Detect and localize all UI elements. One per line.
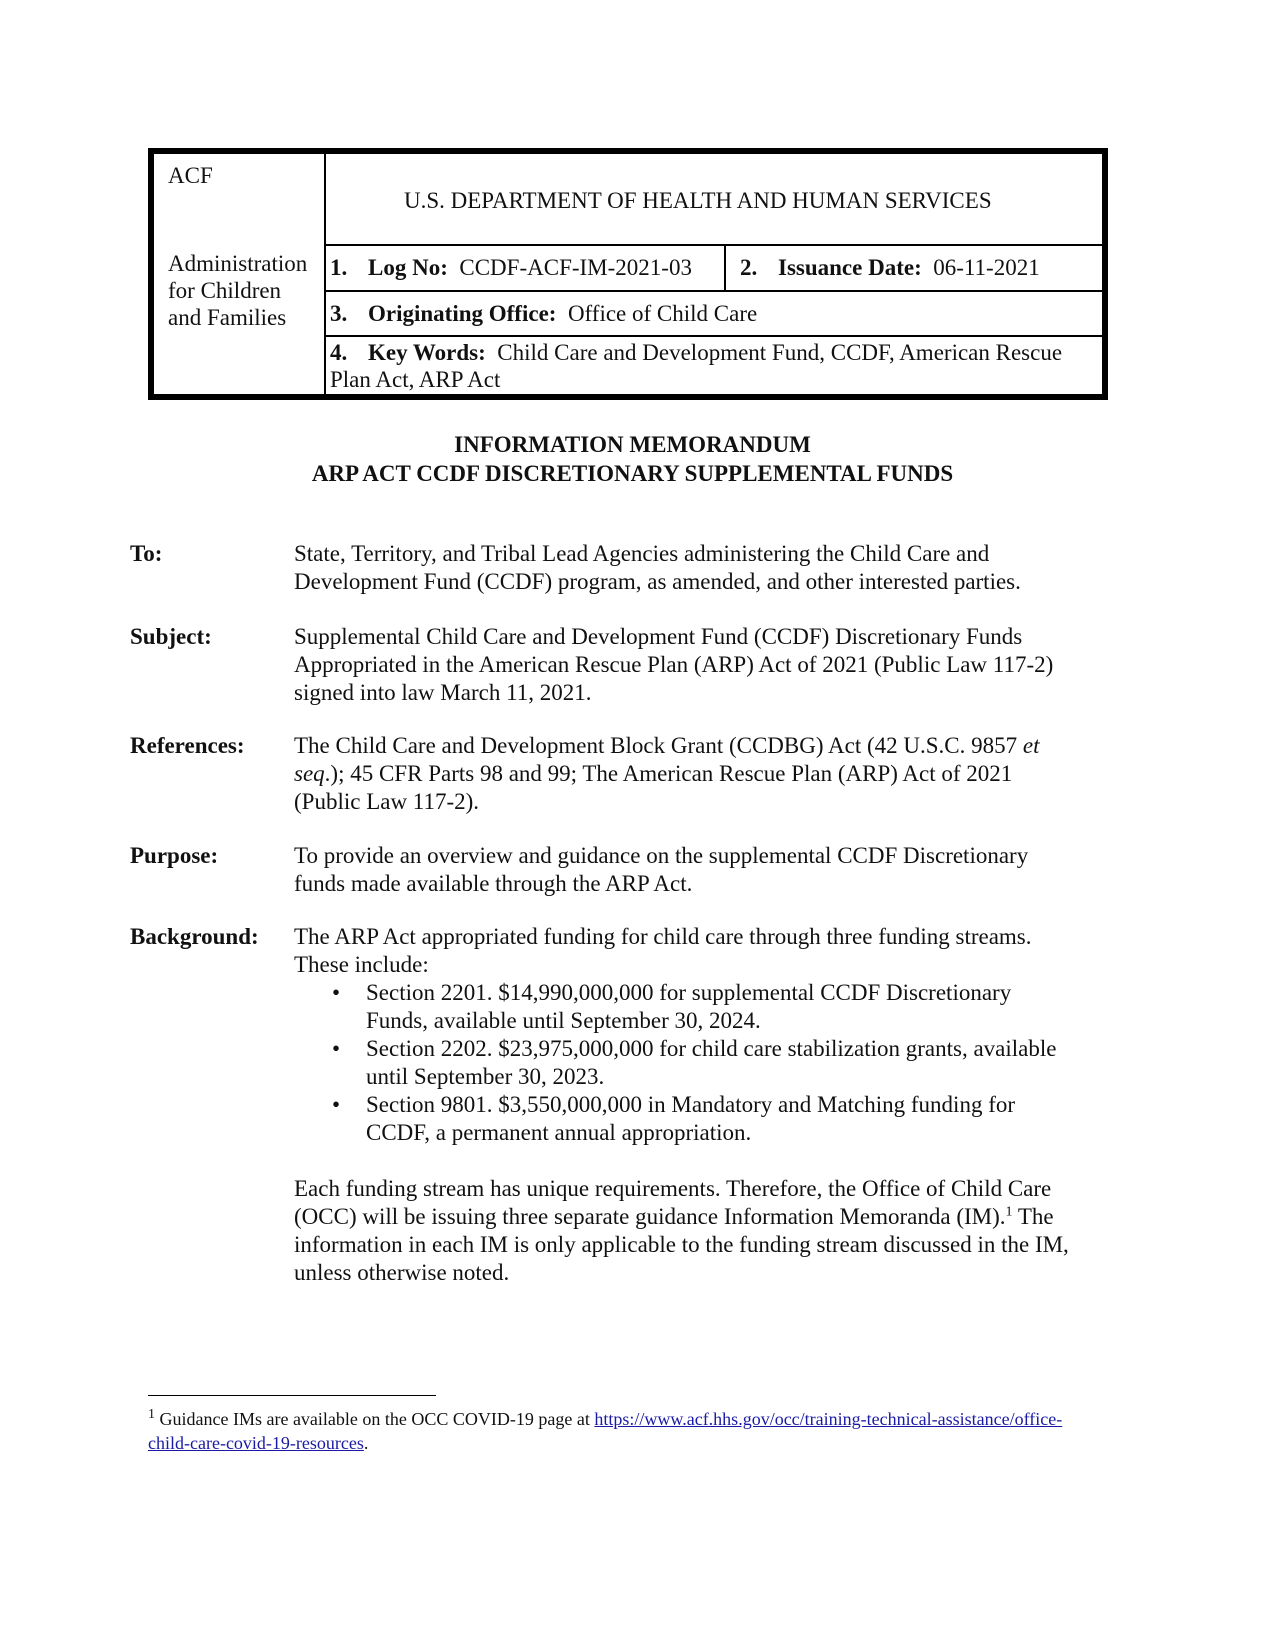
agency-abbr: ACF <box>168 163 213 188</box>
memo-title: INFORMATION MEMORANDUM <box>454 432 811 457</box>
memo-subtitle: ARP ACT CCDF DISCRETIONARY SUPPLEMENTAL FUNDS <box>311 461 954 486</box>
funding-stream-list <box>294 979 1074 1147</box>
log-label: Log No: <box>368 255 448 280</box>
department-row <box>326 154 1102 246</box>
background-label: Background: <box>130 924 259 949</box>
list-item: • Section 9801. $3,550,000,000 in Mandatory and Matching funding for CCDF, a permanent annual appropriation. <box>294 1091 1074 1147</box>
background-intro: The ARP Act appropriated funding for child care through three funding streams. These include: <box>294 924 1032 977</box>
agency-line: Administration <box>168 251 308 276</box>
originating-office-row <box>326 292 1102 337</box>
background-text <box>294 923 1074 1287</box>
issuance-date-cell <box>726 246 1102 290</box>
purpose-label: Purpose: <box>130 843 219 868</box>
footnote: $^1$ Guidance IMs are available on the OCC COVID-19 page at https://www.acf.hhs.gov/occ/training-technical-assistance/office-child-care-covid-19-resources. <box>148 1407 1063 1453</box>
log-number: 1. <box>330 255 348 280</box>
agency-line: and Families <box>168 305 287 330</box>
date-label: Issuance Date: <box>778 255 922 280</box>
office-label: Originating Office: <box>368 301 557 326</box>
covid-resources-link[interactable]: https://www.acf.hhs.gov/occ/training-technical-assistance/office-child-care-covid-19-resources <box>148 1409 1063 1453</box>
list-item: • Section 2202. $23,975,000,000 for child care stabilization grants, available until September 30, 2023. <box>294 1035 1074 1091</box>
log-cell <box>326 246 726 290</box>
department-name: U.S. DEPARTMENT OF HEALTH AND HUMAN SERVICES <box>404 188 992 213</box>
log-value: CCDF-ACF-IM-2021-03 <box>459 255 692 280</box>
to-label: To: <box>130 541 163 566</box>
kw-label: Key Words: <box>368 340 486 365</box>
agency-line: for Children <box>168 278 282 303</box>
references-text: The Child Care and Development Block Grant (CCDBG) Act (42 U.S.C. 9857 et seq.); 45 CFR Parts 98 and 99; The American Rescue Plan (ARP) Act of 2021 (Public Law 117-2). <box>294 733 1040 814</box>
footnote-divider <box>148 1395 436 1396</box>
log-row <box>326 246 1102 292</box>
office-value: Office of Child Care <box>567 301 758 326</box>
footnote-marker: 1 <box>148 1407 155 1422</box>
subject-text: Supplemental Child Care and Development Fund (CCDF) Discretionary Funds Appropriated in the American Rescue Plan (ARP) Act of 2021 (Public Law 117-2) signed into law March 11, 2021. <box>294 624 1054 705</box>
background-paragraph: Each funding stream has unique requirements. Therefore, the Office of Child Care (OCC) will be issuing three separate guidance Information Memoranda (IM).$^1$ The information in each IM is only applicable to the funding stream discussed in the IM, unless otherwise noted. <box>294 1176 1069 1285</box>
agency-cell <box>154 154 326 394</box>
kw-number: 4. <box>330 340 348 365</box>
header-box <box>148 148 1108 400</box>
date-value: 06-11-2021 <box>933 255 1040 280</box>
agency-name <box>168 250 318 331</box>
footnote-ref[interactable]: 1 <box>1005 1204 1013 1220</box>
references-label: References: <box>130 733 245 758</box>
header-details <box>326 154 1102 394</box>
purpose-text: To provide an overview and guidance on the supplemental CCDF Discretionary funds made available through the ARP Act. <box>294 843 1029 896</box>
date-number: 2. <box>740 255 758 280</box>
to-text: State, Territory, and Tribal Lead Agencies administering the Child Care and Development Fund (CCDF) program, as amended, and other interested parties. <box>294 541 1021 594</box>
kw-value: Child Care and Development Fund, CCDF, American Rescue Plan Act, ARP Act <box>330 340 1063 392</box>
subject-label: Subject: <box>130 624 212 649</box>
key-words-row <box>326 337 1102 394</box>
list-item: • Section 2201. $14,990,000,000 for supplemental CCDF Discretionary Funds, available until September 30, 2024. <box>294 979 1074 1035</box>
office-number: 3. <box>330 301 348 326</box>
